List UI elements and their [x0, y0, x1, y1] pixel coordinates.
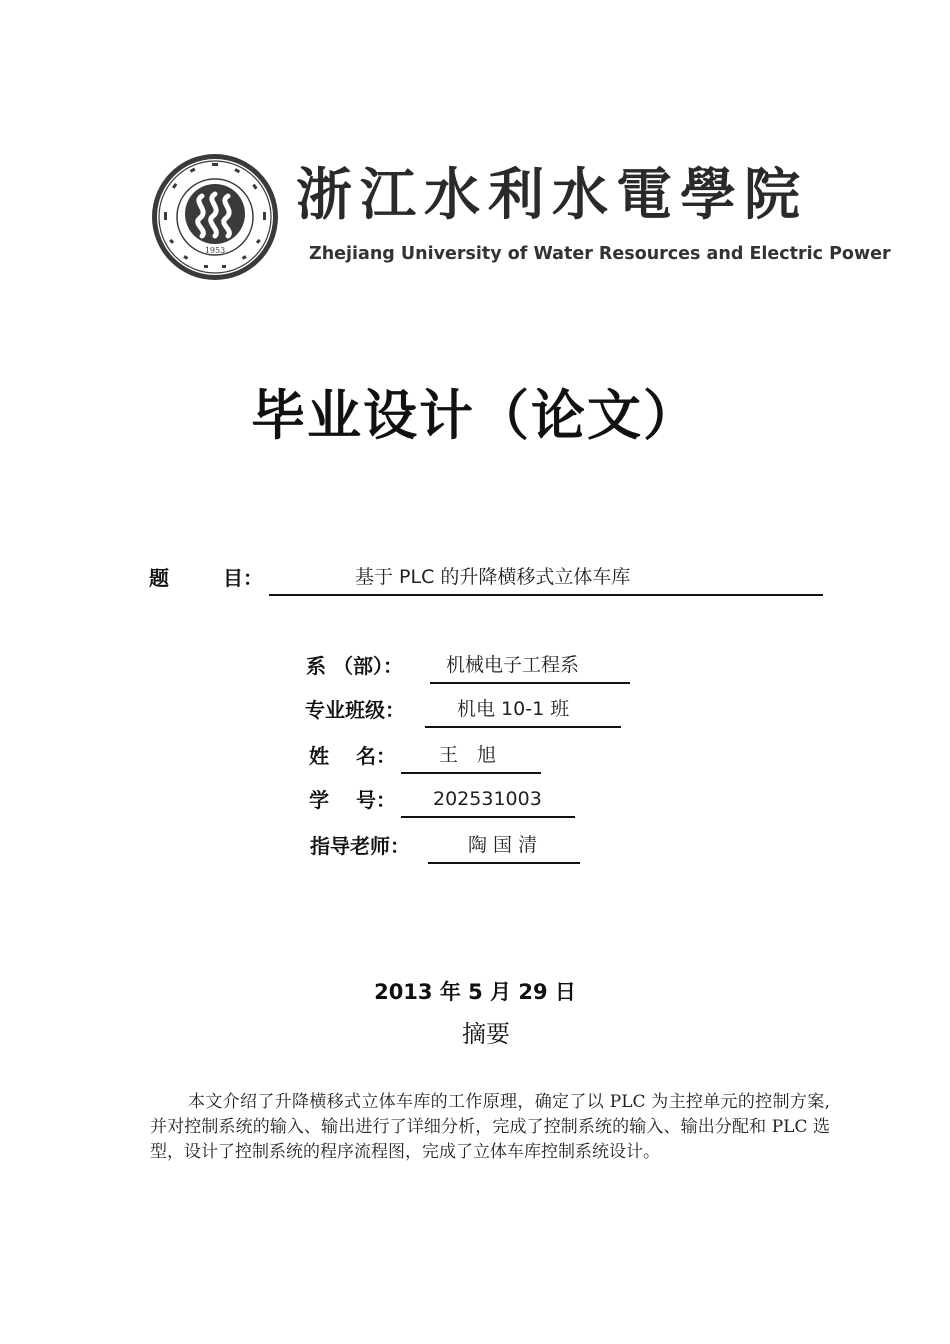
name-value: 王 旭	[439, 744, 497, 766]
tutor-value: 陶 国 清	[468, 834, 538, 856]
name-field	[401, 738, 541, 774]
topic-field	[269, 560, 823, 596]
student-id-value: 202531003	[433, 788, 542, 810]
submission-date: 2013 年 5 月 29 日	[374, 980, 576, 1004]
topic-value: 基于 PLC 的升降横移式立体车库	[355, 566, 631, 588]
name-label: 姓 名：	[309, 744, 396, 768]
class-field	[425, 692, 621, 728]
tutor-label: 指导老师：	[310, 834, 410, 858]
abstract-heading: 摘要	[462, 1020, 510, 1048]
department-field	[430, 648, 630, 684]
document-title: 毕业设计（论文）	[251, 383, 699, 447]
tutor-field	[428, 828, 580, 864]
topic-label-char-1: 题	[149, 566, 169, 590]
svg-text:1953: 1953	[204, 246, 226, 255]
topic-label-char-2: 目：	[223, 566, 263, 590]
abstract-body: 本文介绍了升降横移式立体车库的工作原理，确定了以 PLC 为主控单元的控制方案,并对控制系统的输入、输出进行了详细分析，完成了控制系统的输入、输出分配和 PLC 选型，设计了控制系统的程序流程图，完成了立体车库控制系统设计。	[150, 1092, 830, 1162]
department-label: 系 （部）：	[306, 654, 403, 678]
class-value: 机电 10-1 班	[457, 698, 570, 720]
student-id-label: 学 号：	[309, 788, 396, 812]
class-label: 专业班级：	[305, 698, 405, 722]
department-value: 机械电子工程系	[446, 654, 580, 676]
school-name-cn: 浙江水利水電學院	[296, 162, 808, 228]
student-id-field	[401, 782, 575, 818]
school-name-en: Zhejiang University of Water Resources and Electric Power	[309, 244, 891, 264]
university-seal-icon	[150, 152, 280, 282]
